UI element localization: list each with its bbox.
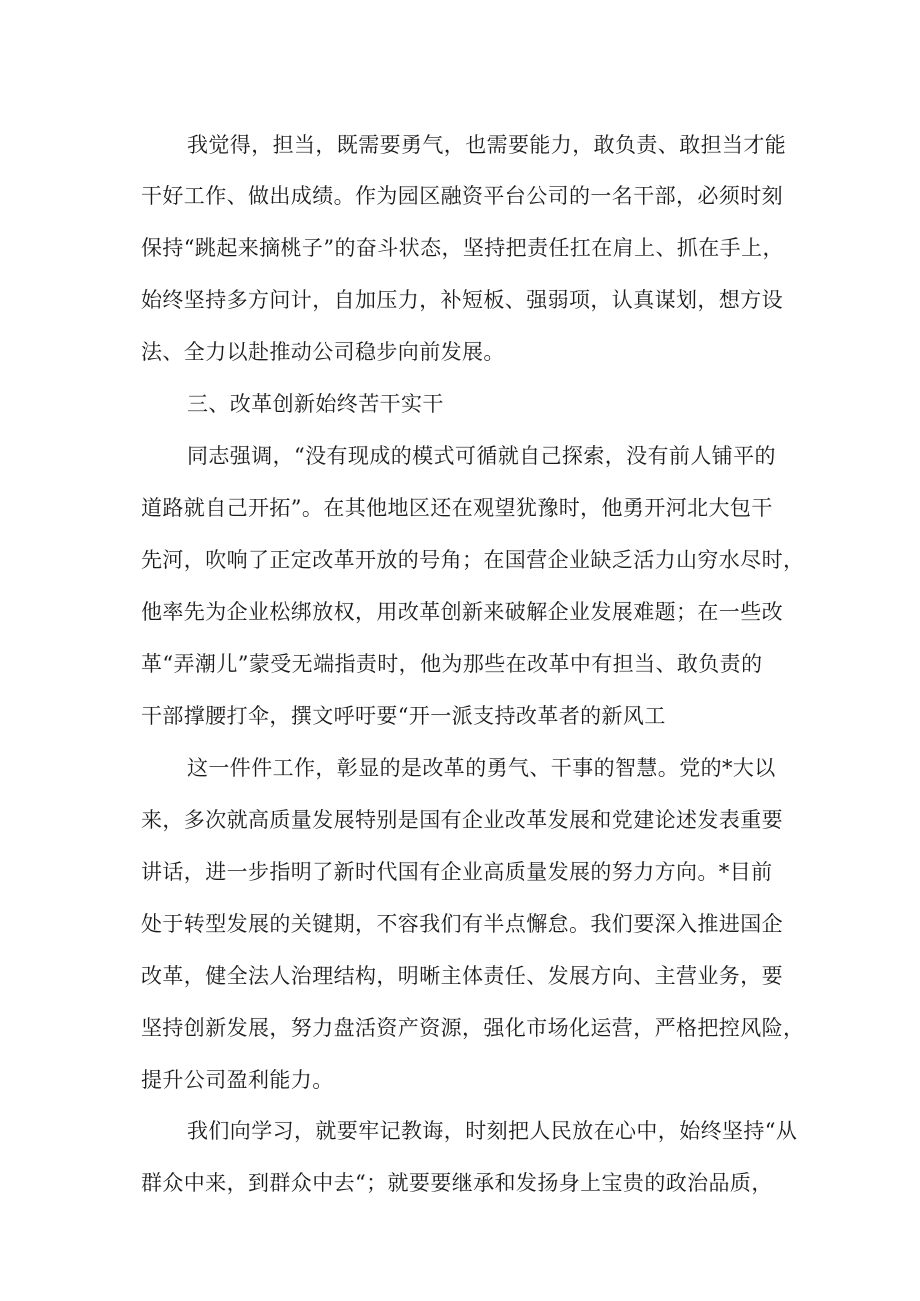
text-line: 道路就自己开拓”。在其他地区还在观望犹豫时，他勇开河北大包干 bbox=[141, 496, 773, 520]
text-line: 法、全力以赴推动公司稳步向前发展。 bbox=[141, 340, 505, 364]
text-line: 来，多次就高质量发展特别是国有企业改革发展和党建论述发表重要 bbox=[141, 808, 783, 832]
text-line: 提升公司盈利能力。 bbox=[141, 1068, 334, 1092]
section-heading: 三、改革创新始终苦干实干 bbox=[187, 392, 444, 416]
text-line: 革“弄潮儿”蒙受无端指责时，他为那些在改革中有担当、敢负责的 bbox=[141, 652, 763, 676]
text-line: 我觉得，担当，既需要勇气，也需要能力，敢负责、敢担当才能 bbox=[187, 133, 787, 157]
text-line: 干好工作、做出成绩。作为园区融资平台公司的一名干部，必须时刻 bbox=[141, 184, 783, 208]
text-line: 他率先为企业松绑放权，用改革创新来破解企业发展难题；在一些改 bbox=[141, 600, 783, 624]
text-line: 改革，健全法人治理结构，明晰主体责任、发展方向、主营业务，要 bbox=[141, 964, 783, 988]
text-line: 坚持创新发展，努力盘活资产资源，强化市场化运营，严格把控风险， bbox=[141, 1016, 805, 1040]
text-line: 先河，吹响了正定改革开放的号角；在国营企业缺乏活力山穷水尽时， bbox=[141, 548, 805, 572]
text-line: 这一件件工作，彰显的是改革的勇气、干事的智慧。党的*大以 bbox=[187, 756, 776, 780]
text-line: 始终坚持多方问计，自加压力，补短板、强弱项，认真谋划，想方设 bbox=[141, 288, 783, 312]
text-line: 讲话，进一步指明了新时代国有企业高质量发展的努力方向。*目前 bbox=[141, 860, 773, 884]
text-line: 我们向学习，就要牢记教诲，时刻把人民放在心中，始终坚持“从 bbox=[187, 1119, 798, 1143]
text-line: 干部撑腰打伞，撰文呼吁要“开一派支持改革者的新风工 bbox=[141, 704, 666, 728]
text-line: 同志强调，“没有现成的模式可循就自己探索，没有前人铺平的 bbox=[187, 444, 776, 468]
text-line: 处于转型发展的关键期，不容我们有半点懈怠。我们要深入推进国企 bbox=[141, 912, 783, 936]
text-line: 保持“跳起来摘桃子”的奋斗状态，坚持把责任扛在肩上、抓在手上， bbox=[141, 236, 784, 260]
text-line: 群众中来，到群众中去“；就要要继承和发扬身上宝贵的政治品质， bbox=[141, 1171, 773, 1195]
